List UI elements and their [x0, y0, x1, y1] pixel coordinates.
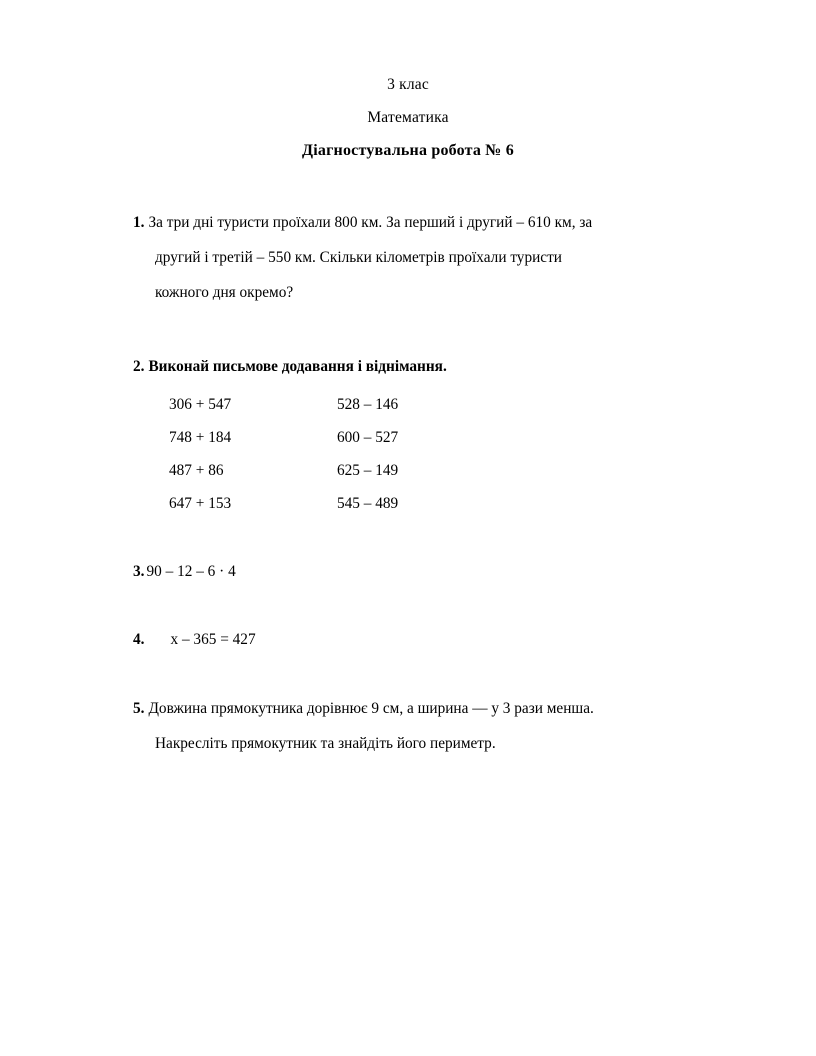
task-2-heading-line: [133, 349, 693, 384]
arithmetic-row: [169, 454, 693, 487]
arithmetic-row: [169, 487, 693, 520]
expression-subtraction: 545 – 489: [337, 495, 399, 512]
task-item-3: [133, 554, 693, 589]
expression-addition: 647 + 153: [169, 495, 232, 512]
task-5-paragraph: [133, 691, 605, 761]
task-5-text: Довжина прямокутника дорівнює 9 см, а ширина — у 3 рази менша. Накресліть прямокутник та знайдіть його периметр.: [148, 700, 594, 752]
task-4-equation: х – 365 = 427: [170, 631, 256, 648]
page-title: Діагностувальна робота № 6: [302, 142, 514, 159]
task-2-heading: Виконай письмове додавання і віднімання.: [148, 358, 447, 375]
arithmetic-row: [169, 421, 693, 454]
task-list: [133, 205, 693, 761]
expression-subtraction: 600 – 527: [337, 429, 399, 446]
expression-subtraction: 625 – 149: [337, 462, 399, 479]
expression-subtraction: 528 – 146: [337, 396, 399, 413]
task-1-paragraph: [133, 205, 595, 310]
task-1-number: 1.: [133, 214, 145, 231]
task-item-2: [133, 349, 693, 520]
task-item-1: [133, 205, 693, 310]
task-5-number: 5.: [133, 700, 145, 717]
expression-addition: 306 + 547: [169, 396, 232, 413]
expression-addition: 748 + 184: [169, 429, 232, 446]
grade-line: 3 клас: [387, 76, 429, 93]
arithmetic-grid: [133, 388, 693, 520]
task-2-number: 2.: [133, 358, 145, 375]
subject-line: Математика: [367, 109, 449, 126]
arithmetic-row: [169, 388, 693, 421]
task-item-4: [133, 622, 693, 657]
task-item-5: [133, 691, 693, 761]
document-header: [0, 68, 816, 167]
task-3-number: 3.: [133, 563, 145, 580]
task-3-expression: 90 – 12 – 6 · 4: [146, 563, 236, 580]
task-4-number: 4.: [133, 631, 145, 648]
task-1-text: За три дні туристи проїхали 800 км. За перший і другий – 610 км, за другий і третій – 550 км. Скільки кілометрів проїхали туристи кожного дня окремо?: [148, 214, 593, 301]
expression-addition: 487 + 86: [169, 462, 224, 479]
